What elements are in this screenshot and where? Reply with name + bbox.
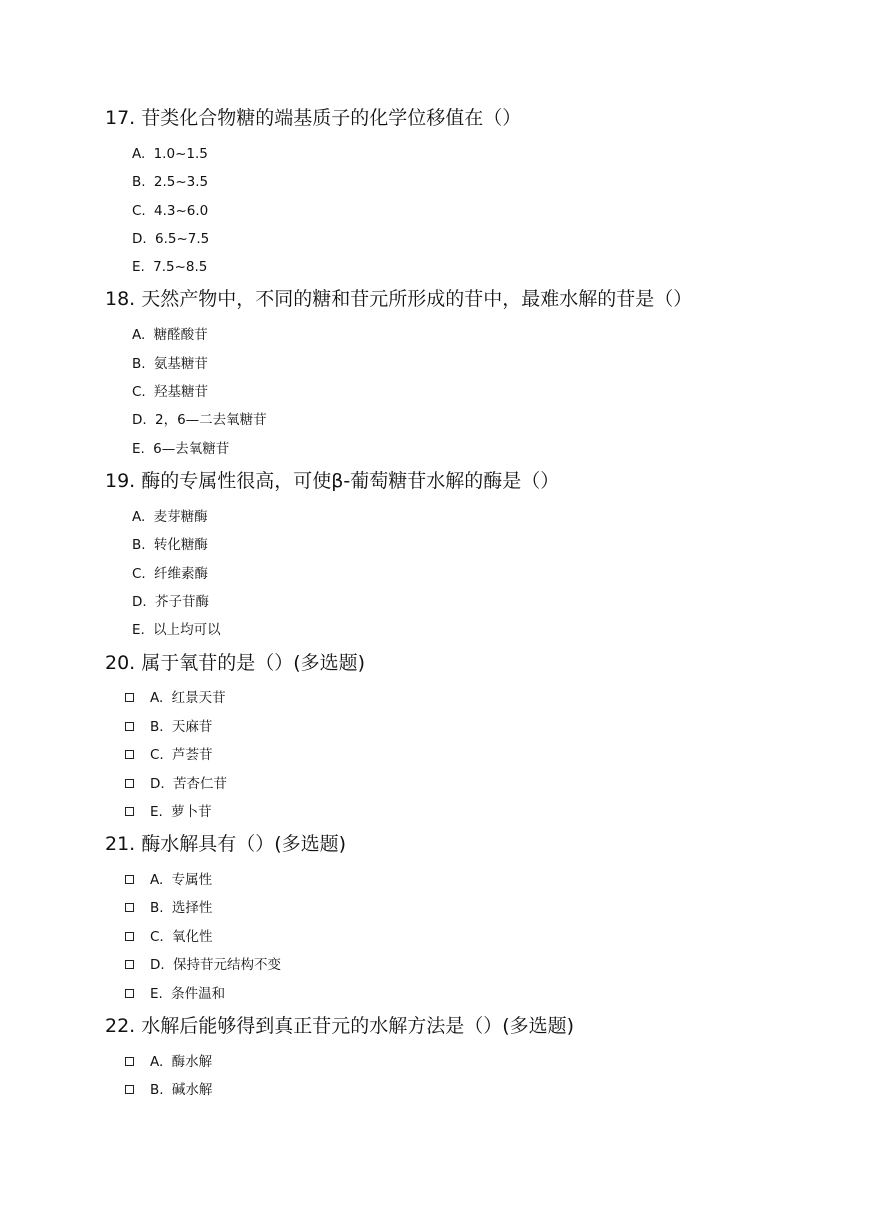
- option-letter: B.: [150, 900, 164, 916]
- option-text: 苦杏仁苷: [172, 776, 227, 792]
- option-21-d[interactable]: [125, 956, 281, 974]
- checkbox[interactable]: [125, 1057, 134, 1066]
- option-19-d[interactable]: [132, 593, 209, 611]
- option-letter: E.: [132, 259, 145, 275]
- option-17-d[interactable]: [132, 230, 209, 248]
- option-17-e[interactable]: [132, 258, 207, 276]
- checkbox[interactable]: [125, 722, 134, 731]
- option-letter: D.: [132, 594, 147, 610]
- option-letter: C.: [132, 384, 146, 400]
- question-number: 18.: [105, 288, 136, 310]
- option-letter: D.: [132, 412, 147, 428]
- question-number: 21.: [105, 833, 136, 855]
- checkbox[interactable]: [125, 960, 134, 969]
- question-number: 19.: [105, 470, 136, 492]
- option-20-d[interactable]: [125, 775, 227, 793]
- checkbox[interactable]: [125, 875, 134, 884]
- option-text: 萝卜苷: [171, 804, 212, 820]
- option-text: 2.5~3.5: [153, 174, 209, 190]
- option-text: 专属性: [171, 872, 213, 888]
- checkbox[interactable]: [125, 779, 134, 788]
- question-number: 22.: [105, 1015, 136, 1037]
- question-number: 20.: [105, 652, 136, 674]
- option-letter: C.: [132, 203, 146, 219]
- checkbox[interactable]: [125, 989, 134, 998]
- option-20-b[interactable]: [125, 718, 212, 736]
- option-19-e[interactable]: [132, 621, 221, 639]
- option-letter: B.: [150, 1082, 164, 1098]
- option-17-c[interactable]: [132, 202, 208, 220]
- option-text: 转化糖酶: [153, 537, 208, 553]
- option-letter: D.: [150, 957, 165, 973]
- option-19-b[interactable]: [132, 536, 208, 554]
- option-letter: C.: [150, 929, 164, 945]
- option-letter: A.: [150, 690, 164, 706]
- question-21: [105, 831, 346, 857]
- question-text: 苷类化合物糖的端基质子的化学位移值在（）: [141, 107, 522, 129]
- option-21-c[interactable]: [125, 928, 213, 946]
- question-18: [105, 286, 692, 312]
- option-letter: A.: [132, 509, 146, 525]
- checkbox[interactable]: [125, 750, 134, 759]
- checkbox[interactable]: [125, 1085, 134, 1094]
- question-22: [105, 1013, 574, 1039]
- option-text: 红景天苷: [171, 690, 226, 706]
- question-text: 水解后能够得到真正苷元的水解方法是（）(多选题): [141, 1015, 575, 1037]
- option-18-b[interactable]: [132, 355, 208, 373]
- option-text: 氧化性: [172, 929, 213, 945]
- option-text: 以上均可以: [153, 622, 221, 638]
- option-text: 羟基糖苷: [154, 384, 209, 400]
- option-text: 条件温和: [171, 986, 226, 1002]
- question-text: 属于氧苷的是（）(多选题): [141, 652, 366, 674]
- option-text: 碱水解: [171, 1082, 213, 1098]
- option-text: 氨基糖苷: [153, 356, 208, 372]
- option-18-d[interactable]: [132, 411, 267, 429]
- option-letter: E.: [150, 804, 163, 820]
- option-20-a[interactable]: [125, 689, 226, 707]
- option-19-a[interactable]: [132, 508, 208, 526]
- checkbox[interactable]: [125, 807, 134, 816]
- option-letter: B.: [132, 174, 146, 190]
- question-text: 酶水解具有（）(多选题): [141, 833, 347, 855]
- option-letter: C.: [150, 747, 164, 763]
- option-20-e[interactable]: [125, 803, 212, 821]
- option-18-e[interactable]: [132, 440, 229, 458]
- option-text: 2，6—二去氧糖苷: [154, 412, 267, 428]
- option-text: 6—去氧糖苷: [153, 441, 230, 457]
- option-18-c[interactable]: [132, 383, 208, 401]
- question-20: [105, 650, 365, 676]
- option-letter: B.: [150, 719, 164, 735]
- option-letter: A.: [132, 327, 146, 343]
- option-letter: D.: [150, 776, 165, 792]
- option-text: 芥子苷酶: [154, 594, 209, 610]
- option-22-a[interactable]: [125, 1053, 212, 1071]
- option-letter: E.: [132, 441, 145, 457]
- option-letter: B.: [132, 537, 146, 553]
- option-letter: A.: [150, 1054, 164, 1070]
- question-text: 天然产物中，不同的糖和苷元所形成的苷中，最难水解的苷是（）: [141, 288, 693, 310]
- question-19: [105, 468, 559, 494]
- option-letter: B.: [132, 356, 146, 372]
- option-letter: E.: [132, 622, 145, 638]
- option-21-a[interactable]: [125, 871, 212, 889]
- option-text: 1.0~1.5: [153, 146, 208, 162]
- option-letter: C.: [132, 566, 146, 582]
- option-text: 麦芽糖酶: [153, 509, 208, 525]
- option-text: 糖醛酸苷: [153, 327, 208, 343]
- option-letter: A.: [150, 872, 164, 888]
- option-20-c[interactable]: [125, 746, 213, 764]
- question-number: 17.: [105, 107, 136, 129]
- option-17-b[interactable]: [132, 173, 208, 191]
- option-text: 6.5~7.5: [154, 231, 210, 247]
- option-letter: D.: [132, 231, 147, 247]
- option-text: 天麻苷: [171, 719, 213, 735]
- option-text: 保持苷元结构不变: [172, 957, 281, 973]
- option-text: 7.5~8.5: [153, 259, 208, 275]
- option-text: 纤维素酶: [154, 566, 209, 582]
- option-19-c[interactable]: [132, 565, 208, 583]
- option-17-a[interactable]: [132, 145, 208, 163]
- question-17: [105, 105, 521, 131]
- option-22-b[interactable]: [125, 1081, 212, 1099]
- option-text: 选择性: [171, 900, 213, 916]
- option-text: 4.3~6.0: [154, 203, 209, 219]
- option-letter: A.: [132, 146, 146, 162]
- option-text: 芦荟苷: [172, 747, 213, 763]
- checkbox[interactable]: [125, 932, 134, 941]
- option-letter: E.: [150, 986, 163, 1002]
- checkbox[interactable]: [125, 903, 134, 912]
- option-text: 酶水解: [171, 1054, 213, 1070]
- option-21-e[interactable]: [125, 985, 225, 1003]
- question-text: 酶的专属性很高，可使β-葡萄糖苷水解的酶是（）: [141, 470, 560, 492]
- option-21-b[interactable]: [125, 899, 212, 917]
- checkbox[interactable]: [125, 693, 134, 702]
- option-18-a[interactable]: [132, 326, 208, 344]
